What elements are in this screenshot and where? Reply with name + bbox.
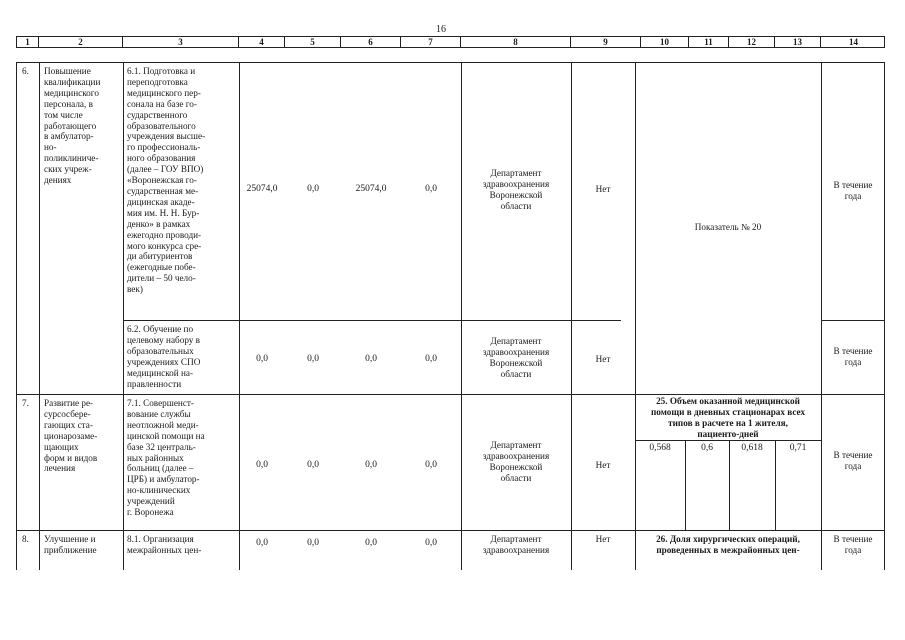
row6-2-col5: 0,0 (307, 354, 319, 364)
rule-row7-top (17, 394, 884, 395)
row8-col6: 0,0 (365, 538, 377, 548)
row8-col7: 0,0 (425, 538, 437, 548)
header-col-9: 9 (571, 37, 641, 47)
header-col-7: 7 (401, 37, 461, 47)
row6-1-col6: 25074,0 (355, 184, 387, 194)
rule-col-7 (461, 62, 462, 570)
row6-2-col4: 0,0 (256, 354, 268, 364)
row7-col9: Нет (595, 460, 611, 470)
header-col-12: 12 (729, 37, 775, 47)
row7-number: 7. (22, 398, 29, 408)
header-col-10: 10 (641, 37, 689, 47)
rule-col-9 (635, 62, 636, 570)
header-col-6: 6 (341, 37, 401, 47)
row6-2-col9: Нет (595, 354, 611, 364)
row7-term: В течение года (833, 450, 873, 471)
row6-1-col5: 0,0 (307, 184, 319, 194)
column-number-header (16, 36, 885, 48)
rule-col-13 (821, 62, 822, 570)
row6-indicator: Показатель № 20 (694, 222, 762, 232)
row7-title: Развитие ре- сурсосбере- гающих ста- ционарозаме- щающих форм и видов лечения (44, 398, 98, 474)
row6-1-col7: 0,0 (425, 184, 437, 194)
row6-number: 6. (22, 66, 29, 76)
row8-number: 8. (22, 534, 29, 544)
page-number: 16 (436, 24, 446, 35)
row6-2-term: В течение года (833, 346, 873, 367)
row7-col7: 0,0 (425, 460, 437, 470)
rule-top (17, 62, 884, 63)
header-col-3: 3 (123, 37, 239, 47)
header-col-2: 2 (39, 37, 123, 47)
row6-2-col7: 0,0 (425, 354, 437, 364)
rule-row6-split-term (821, 320, 884, 321)
row6-1-description: 6.1. Подготовка и переподготовка медицинского пер- сонала на базе го- сударственного образовательного учреждения высше- го профессиональ- ного образования (далее – ГОУ ВПО) «Воронежская го- сударственная ме- дицинская акаде- мия им. Н. Н. Бур- денко» в рамках ежегодно проводи- мого конкурса сре- ди абитуриентов (ежегодные побе- дители – 50 чело- век) (127, 66, 206, 295)
rule-row8-top (17, 530, 884, 531)
row6-1-col9: Нет (595, 184, 611, 194)
row7-col4: 0,0 (256, 460, 268, 470)
rule-col-1 (39, 62, 40, 570)
row8-col4: 0,0 (256, 538, 268, 548)
row7-executor: Департамент здравоохранения Воронежской области (482, 440, 550, 483)
indicator-25-label: 25. Объем оказанной медицинской помощи в дневных стационарах всех типов в расчете на 1 жителя, пациенто-дней (650, 396, 806, 439)
header-col-5: 5 (285, 37, 341, 47)
row6-1-term: В течение года (833, 180, 873, 201)
header-col-14: 14 (849, 37, 858, 47)
row8-col9: Нет (595, 534, 611, 544)
row6-2-description: 6.2. Обучение по целевому набору в образовательных учреждениях СПО медицинской на- правленности (127, 324, 201, 389)
rule-col-8 (571, 62, 572, 570)
header-col-4: 4 (239, 37, 285, 47)
indicator-25-value-col13: 0,71 (789, 443, 807, 453)
row8-executor: Департамент здравоохранения (482, 534, 550, 555)
rule-indicator25-values (635, 440, 821, 441)
row8-term: В течение года (833, 534, 873, 555)
indicator-26-label: 26. Доля хирургических операций, проведенных в межрайонных цен- (656, 534, 800, 555)
row6-2-col6: 0,0 (365, 354, 377, 364)
header-col-11: 11 (689, 37, 729, 47)
row8-title: Улучшение и приближение (44, 534, 97, 555)
row6-1-col4: 25074,0 (246, 184, 278, 194)
header-col-13: 13 (775, 37, 821, 47)
indicator-25-value-col11: 0,6 (701, 443, 713, 453)
row6-1-executor: Департамент здравоохранения Воронежской области (482, 168, 550, 211)
row8-col5: 0,0 (307, 538, 319, 548)
row8-1-description: 8.1. Организация межрайонных цен- (127, 534, 202, 555)
row6-title: Повышение квалификации медицинского персонала, в том числе работающего в амбулатор- но- поликлиниче- ских учреж- дениях (44, 66, 101, 186)
row7-1-description: 7.1. Совершенст- вование службы неотложной меди- цинской помощи на базе 32 централь- ных районных больниц (далее – ЦРБ) и амбулатор- но-клинических учреждений г. Воронежа (127, 398, 205, 518)
row7-col5: 0,0 (307, 460, 319, 470)
rule-col-2 (123, 62, 124, 570)
indicator-25-value-col12: 0,618 (741, 443, 763, 453)
program-table (16, 62, 885, 570)
row7-col6: 0,0 (365, 460, 377, 470)
rule-col-3 (239, 62, 240, 570)
header-col-1: 1 (17, 37, 39, 47)
header-col-8: 8 (461, 37, 571, 47)
rule-row6-split (123, 320, 621, 321)
indicator-25-value-col10: 0,568 (649, 443, 671, 453)
row6-2-executor: Департамент здравоохранения Воронежской области (482, 336, 550, 379)
